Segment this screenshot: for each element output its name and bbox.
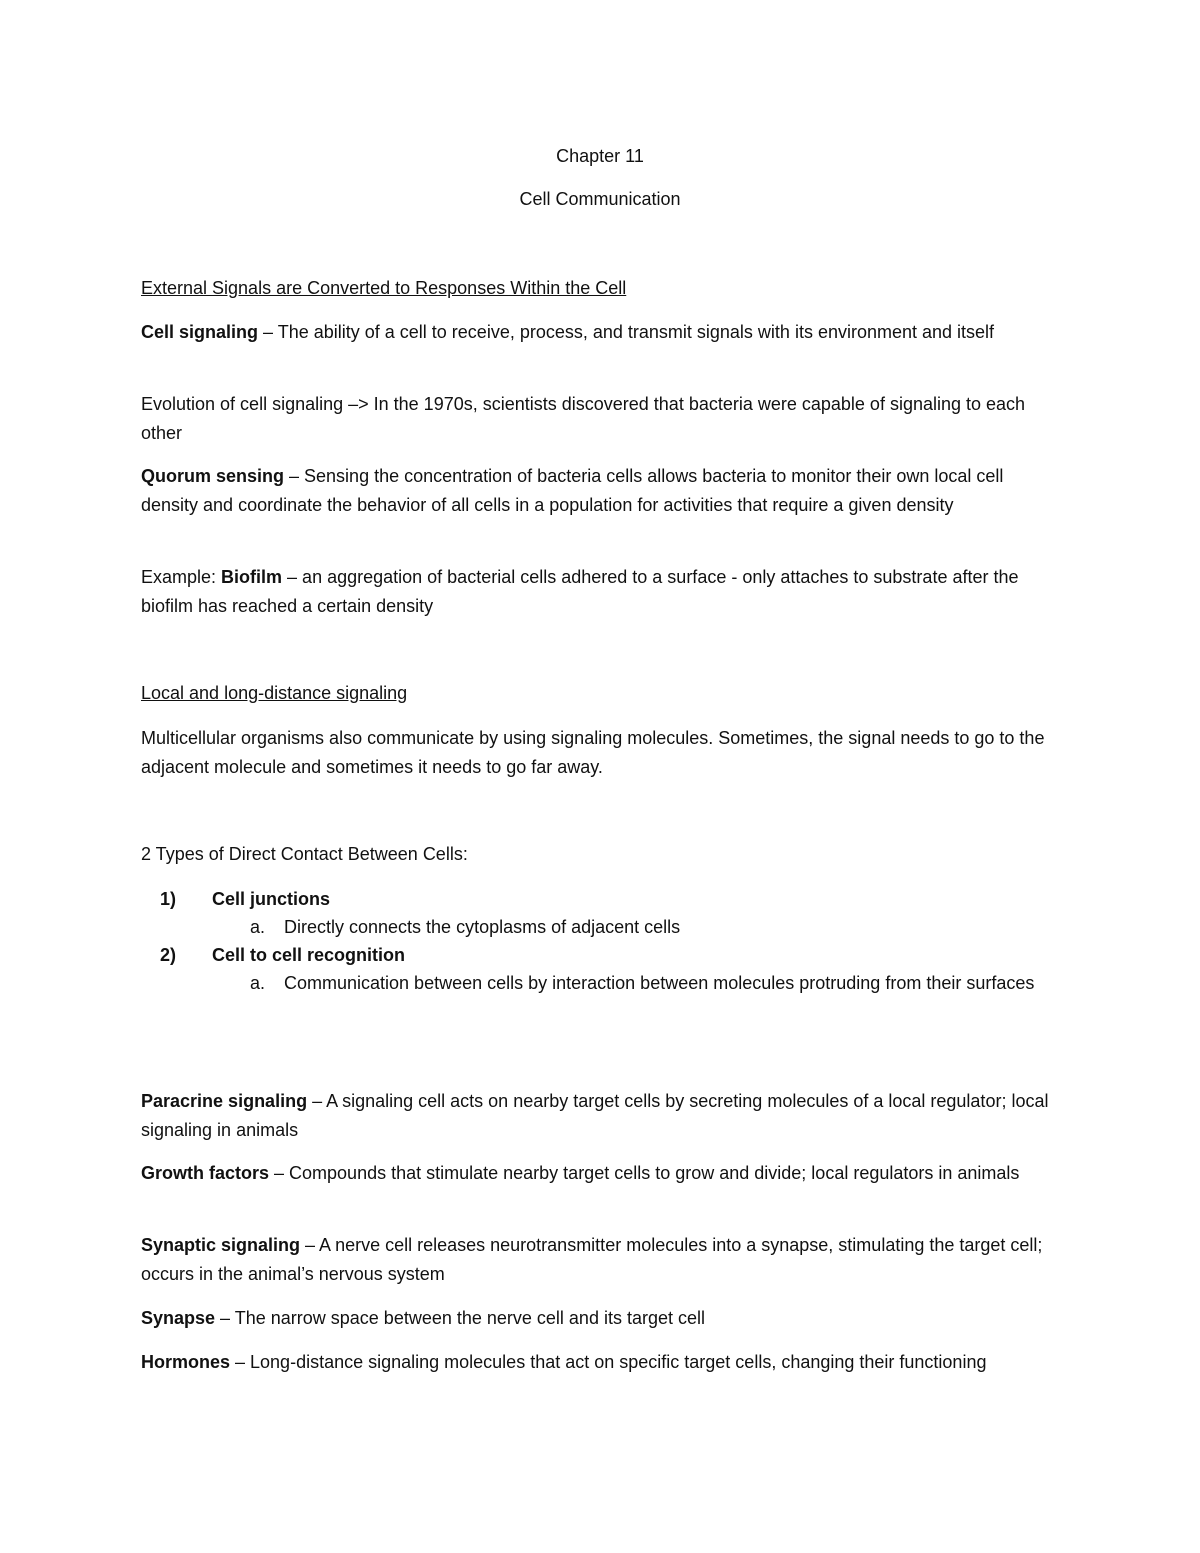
term-synapse: Synapse	[141, 1308, 216, 1328]
list-label-cell-junctions: Cell junctions	[212, 889, 331, 909]
def-synapse: – The narrow space between the nerve cell and its target cell	[215, 1308, 705, 1328]
paragraph-quorum-sensing	[141, 462, 1061, 520]
term-growth-factors: Growth factors	[141, 1163, 270, 1183]
term-cell-signaling: Cell signaling	[141, 322, 259, 342]
paragraph-biofilm-example	[141, 563, 1061, 621]
term-biofilm: Biofilm	[221, 567, 283, 587]
term-quorum-sensing: Quorum sensing	[141, 466, 285, 486]
def-quorum-sensing: – Sensing the concentration of bacteria cells allows bacteria to monitor their own local cell density and coordinate the behavior of all cells in a population for activities that require a given density	[141, 466, 1004, 515]
paragraph-multicellular: Multicellular organisms also communicate by using signaling molecules. Sometimes, the signal needs to go to the adjacent molecule and sometimes it needs to go far away.	[141, 728, 1045, 777]
section-heading-external-signals: External Signals are Converted to Responses Within the Cell	[141, 278, 627, 298]
sublist-letter: a.	[250, 917, 266, 937]
list-label-cell-recognition: Cell to cell recognition	[212, 945, 406, 965]
paragraph-evolution: Evolution of cell signaling –> In the 1970s, scientists discovered that bacteria were capable of signaling to each other	[141, 394, 1026, 443]
list-number: 1)	[160, 889, 177, 909]
list-number: 2)	[160, 945, 177, 965]
sublist-text: Directly connects the cytoplasms of adjacent cells	[284, 917, 681, 937]
chapter-number: Chapter 11	[556, 146, 644, 166]
def-synaptic: – A nerve cell releases neurotransmitter molecules into a synapse, stimulating the target cell; occurs in the animal’s nervous system	[141, 1235, 1043, 1284]
term-hormones: Hormones	[141, 1352, 231, 1372]
def-growth-factors: – Compounds that stimulate nearby target cells to grow and divide; local regulators in animals	[269, 1163, 1020, 1183]
term-paracrine: Paracrine signaling	[141, 1091, 308, 1111]
def-cell-signaling: – The ability of a cell to receive, process, and transmit signals with its environment and itself	[258, 322, 995, 342]
def-hormones: – Long-distance signaling molecules that act on specific target cells, changing their functioning	[230, 1352, 987, 1372]
paragraph-cell-signaling	[141, 318, 1061, 347]
sublist-letter: a.	[250, 973, 266, 993]
example-prefix: Example:	[141, 567, 222, 587]
def-paracrine: – A signaling cell acts on nearby target cells by secreting molecules of a local regulator; local signaling in animals	[141, 1091, 1049, 1140]
chapter-title: Cell Communication	[519, 189, 681, 209]
paragraph-synaptic	[141, 1231, 1061, 1289]
paragraph-synapse	[141, 1304, 1061, 1333]
section-heading-local-long-distance: Local and long-distance signaling	[141, 683, 408, 703]
paragraph-hormones	[141, 1348, 1061, 1377]
sublist-text: Communication between cells by interaction between molecules protruding from their surfaces	[284, 973, 1035, 993]
term-synaptic: Synaptic signaling	[141, 1235, 301, 1255]
def-biofilm: – an aggregation of bacterial cells adhered to a surface - only attaches to substrate after the biofilm has reached a certain density	[141, 567, 1019, 616]
paragraph-growth-factors	[141, 1159, 1061, 1188]
types-heading: 2 Types of Direct Contact Between Cells:	[141, 844, 468, 864]
paragraph-paracrine	[141, 1087, 1061, 1145]
